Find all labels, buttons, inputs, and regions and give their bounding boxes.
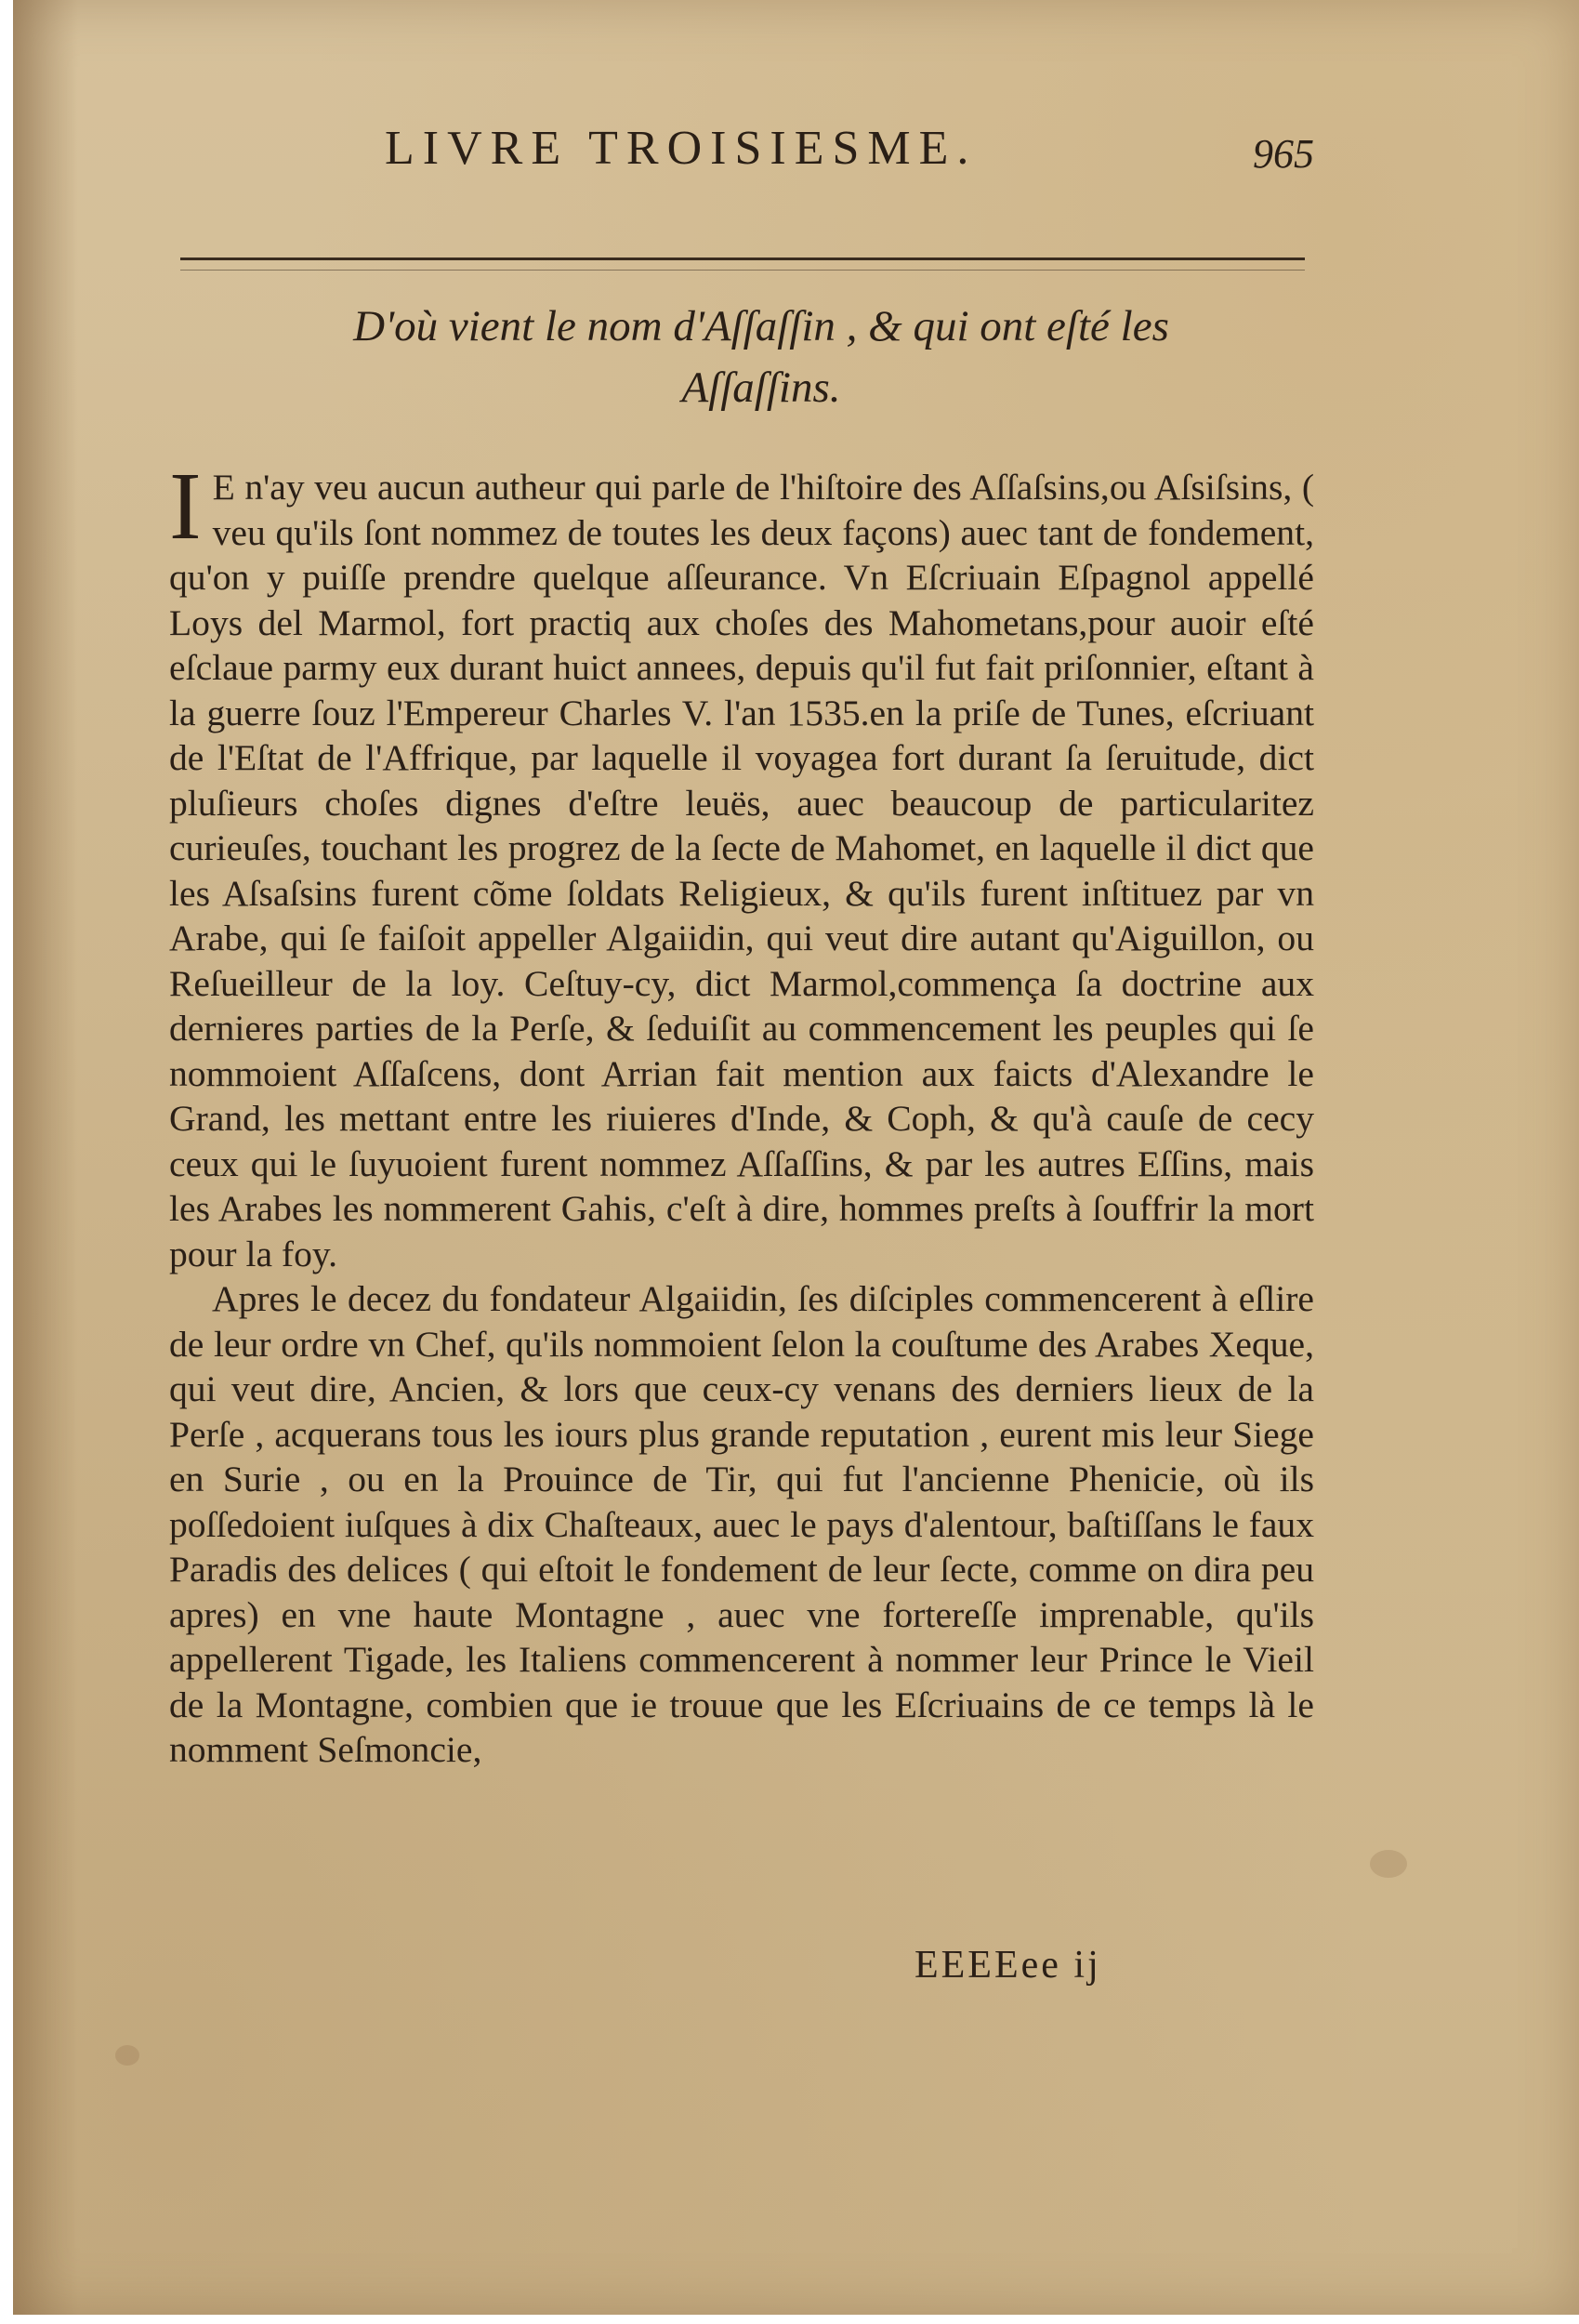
chapter-title xyxy=(217,296,1305,418)
running-title: LIVRE TROISIESME. xyxy=(385,122,978,175)
paper-stain xyxy=(115,2045,139,2066)
header-rule-thin xyxy=(180,270,1305,271)
header-rule xyxy=(180,257,1305,260)
book-page xyxy=(13,0,1579,2315)
page-number: 965 xyxy=(1253,131,1314,177)
drop-cap: I xyxy=(169,453,202,560)
page-header xyxy=(385,121,1314,186)
paragraph-1-text: E n'ay veu aucun autheur qui parle de l'hiſtoire des Aſſaſsins,ou Aſsiſsins, ( veu qu'ils ſont nommez de toutes les deux façons) auec tant de fondement, qu'on y puiſſe prendre quelque aſſeurance. Vn Eſcriuain Eſpagnol appellé Loys del Marmol, fort practiq aux choſes des Mahometans,pour auoir eſté eſclaue parmy eux durant huict annees, depuis qu'il fut fait priſonnier, eſtant à la guerre ſouz l'Empereur Charles V. l'an 1535.en la priſe de Tunes, eſcriuant de l'Eſtat de l'Affrique, par laquelle il voyagea fort durant ſa ſeruitude, dict pluſieurs choſes dignes d'eſtre leuës, auec beaucoup de particularitez curieuſes, touchant les progrez de la ſecte de Mahomet, en laquelle il dict que les Aſsaſsins furent cõme ſoldats Religieux, & qu'ils furent inſtituez par vn Arabe, qui ſe faiſoit appeller Algaiidin, qui veut dire autant qu'Aiguillon, ou Reſueilleur de la loy. Ceſtuy-cy, dict Marmol,commença ſa doctrine aux dernieres parties de la Perſe, & ſeduiſit au commencement les peuples qui ſe nommoient Aſſaſcens, dont Arrian fait mention aux faicts d'Alexandre le Grand, les mettant entre les riuieres d'Inde, & Coph, & qu'à cauſe de cecy ceux qui le ſuyuoient furent nommez Aſſaſſins, & par les autres Eſſins, mais les Arabes les nommerent Gahis, c'eſt à dire, hommes preſts à ſouffrir la mort pour la foy. xyxy=(169,467,1314,1274)
signature-mark: EEEEee ij xyxy=(915,1944,1101,1987)
paragraph-1 xyxy=(169,453,1314,1276)
chapter-title-line-2: Aſſaſſins. xyxy=(681,363,841,412)
chapter-title-line-1: D'où vient le nom d'Aſſaſſin , & qui ont eſté les xyxy=(353,302,1169,350)
paper-stain xyxy=(1370,1850,1407,1878)
body-text xyxy=(169,453,1314,1773)
paragraph-2: Apres le decez du fondateur Algaiidin, ſes diſciples commencerent à eſlire de leur ordre vn Chef, qu'ils nommoient ſelon la couſtume des Arabes Xeque, qui veut dire, Ancien, & lors que ceux-cy venans des derniers lieux de la Perſe , acquerans tous les iours plus grande reputation , eurent mis leur Siege en Surie , ou en la Prouince de Tir, qui fut l'ancienne Phenicie, où ils poſſedoient iuſques à dix Chaſteaux, auec le pays d'alentour, baſtiſſans le faux Paradis des delices ( qui eſtoit le fondement de leur ſecte, comme on dira peu apres) en vne haute Montagne , auec vne fortereſſe imprenable, qu'ils appellerent Tigade, les Italiens commencerent à nommer leur Prince le Vieil de la Montagne, combien que ie trouue que les Eſcriuains de ce temps là le nomment Seſmoncie, xyxy=(169,1278,1314,1770)
